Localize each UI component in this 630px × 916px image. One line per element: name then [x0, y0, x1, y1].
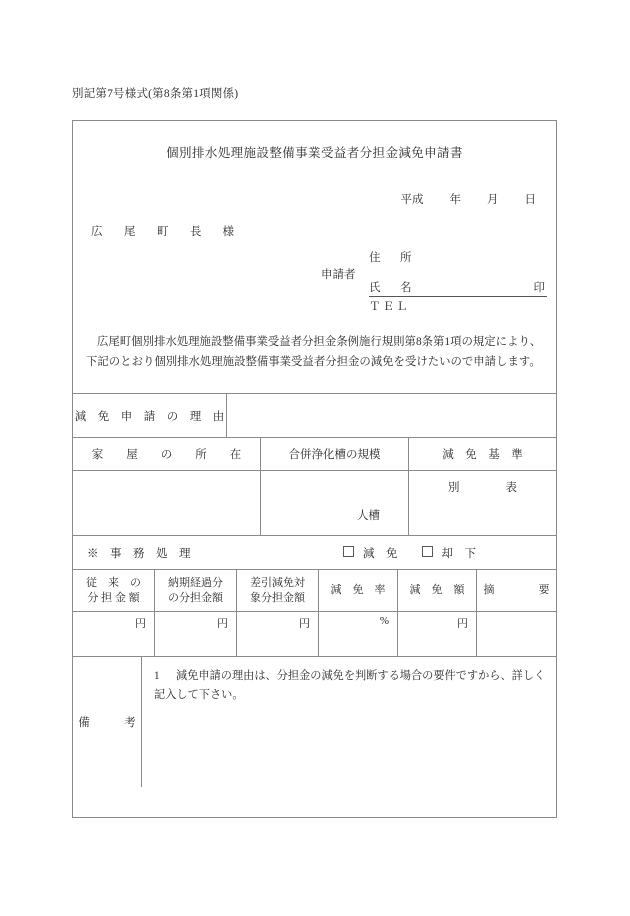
- body-paragraph: [86, 333, 546, 373]
- amount-header-overdue-line2: の分担金額: [168, 591, 223, 604]
- amount-unit-rate[interactable]: %: [318, 612, 397, 656]
- applicant-fields: [369, 249, 547, 316]
- reason-value-cell[interactable]: [226, 394, 556, 437]
- remarks-row: [73, 656, 556, 787]
- document-title: 個別排水処理施設整備事業受益者分担金減免申請書: [166, 146, 463, 160]
- addressee-honorific: 様: [222, 226, 234, 238]
- reason-row: [73, 393, 556, 437]
- location-value-cell[interactable]: [73, 471, 260, 535]
- era-label: 平成: [400, 194, 424, 206]
- office-processing-row: [73, 535, 556, 569]
- amount-unit-target[interactable]: 円: [236, 612, 318, 656]
- applicant-address-field[interactable]: [369, 249, 547, 267]
- form-header-section: [73, 121, 556, 393]
- office-processing-label: ※ 事 務 処 理: [87, 547, 191, 560]
- tank-size-header-cell: 合併浄化槽の規模: [260, 438, 408, 470]
- applicant-label: 申請者: [321, 269, 356, 281]
- amount-header-previous: [73, 570, 154, 611]
- day-unit[interactable]: 日: [524, 194, 536, 206]
- checkbox-reduction[interactable]: [343, 546, 354, 557]
- amount-unit-amount[interactable]: 円: [397, 612, 476, 656]
- amount-unit-previous[interactable]: 円: [135, 618, 146, 630]
- addressee-line: [91, 223, 234, 239]
- applicant-tel-label: ＴＥＬ: [369, 301, 410, 313]
- amount-table-header-row: [73, 569, 556, 611]
- amount-value-notes[interactable]: [476, 612, 556, 656]
- seal-mark-label: 印: [533, 282, 545, 294]
- body-text-line-2: 下記のとおり個別排水処理施設整備事業受益者分担金の減免を受けたいので申請します。: [86, 355, 541, 368]
- criteria-value-cell[interactable]: [408, 471, 556, 535]
- property-data-row: [73, 470, 556, 535]
- amount-header-notes: 摘 要: [476, 570, 556, 611]
- applicant-tel-field[interactable]: [369, 297, 547, 316]
- applicant-address-label: 住 所: [369, 252, 416, 264]
- month-unit[interactable]: 月: [487, 194, 499, 206]
- amount-header-previous-line1: 従 来 の: [86, 576, 141, 589]
- option-label-rejection: 却 下: [441, 547, 476, 560]
- amount-header-overdue-line1: 納期経過分: [168, 576, 223, 589]
- tank-size-unit: 人槽: [357, 510, 380, 522]
- amount-header-amount: 減 免 額: [397, 570, 476, 611]
- application-form-frame: [72, 120, 557, 818]
- amount-unit-overdue[interactable]: 円: [154, 612, 236, 656]
- reason-label-cell: 減 免 申 請 の 理 由: [74, 410, 225, 423]
- criteria-header-cell: 減 免 基 準: [408, 438, 556, 470]
- amount-header-rate: 減 免 率: [318, 570, 397, 611]
- addressee-name: 広 尾 町 長: [91, 226, 207, 238]
- office-decision-options: [343, 545, 476, 561]
- date-line: [401, 191, 537, 207]
- location-header-cell: 家 屋 の 所 在: [91, 449, 242, 461]
- option-label-reduction: 減 免: [363, 547, 398, 560]
- tank-size-value-cell[interactable]: [260, 471, 408, 535]
- applicant-name-field[interactable]: [369, 279, 547, 297]
- year-unit[interactable]: 年: [449, 194, 461, 206]
- criteria-value: 別 表: [448, 482, 517, 494]
- body-text-line-1: 広尾町個別排水処理施設整備事業受益者分担金条例施行規則第8条第1項の規定により、: [97, 336, 542, 348]
- remarks-note-number: 1: [154, 670, 160, 682]
- amount-header-target-line1: 差引減免対: [250, 576, 305, 589]
- amount-table-data-row: [73, 611, 556, 656]
- form-number: 別記第7号様式(第8条第1項関係): [72, 88, 239, 100]
- remarks-note-text: 減免申請の理由は、分担金の減免を判断する場合の要件ですから、詳しく記入して下さい。: [154, 670, 546, 702]
- remarks-content-cell[interactable]: [141, 657, 556, 787]
- applicant-name-label: 氏 名: [369, 282, 416, 294]
- amount-header-target-line2: 象分担金額: [250, 591, 305, 604]
- amount-header-target: [236, 570, 318, 611]
- amount-header-previous-line2: 分 担 金 額: [87, 591, 140, 604]
- remarks-label-cell: 備 考: [78, 717, 136, 729]
- office-processing-cell: [73, 536, 556, 569]
- checkbox-rejection[interactable]: [422, 546, 433, 557]
- amount-header-overdue: [154, 570, 236, 611]
- property-header-row: [73, 437, 556, 470]
